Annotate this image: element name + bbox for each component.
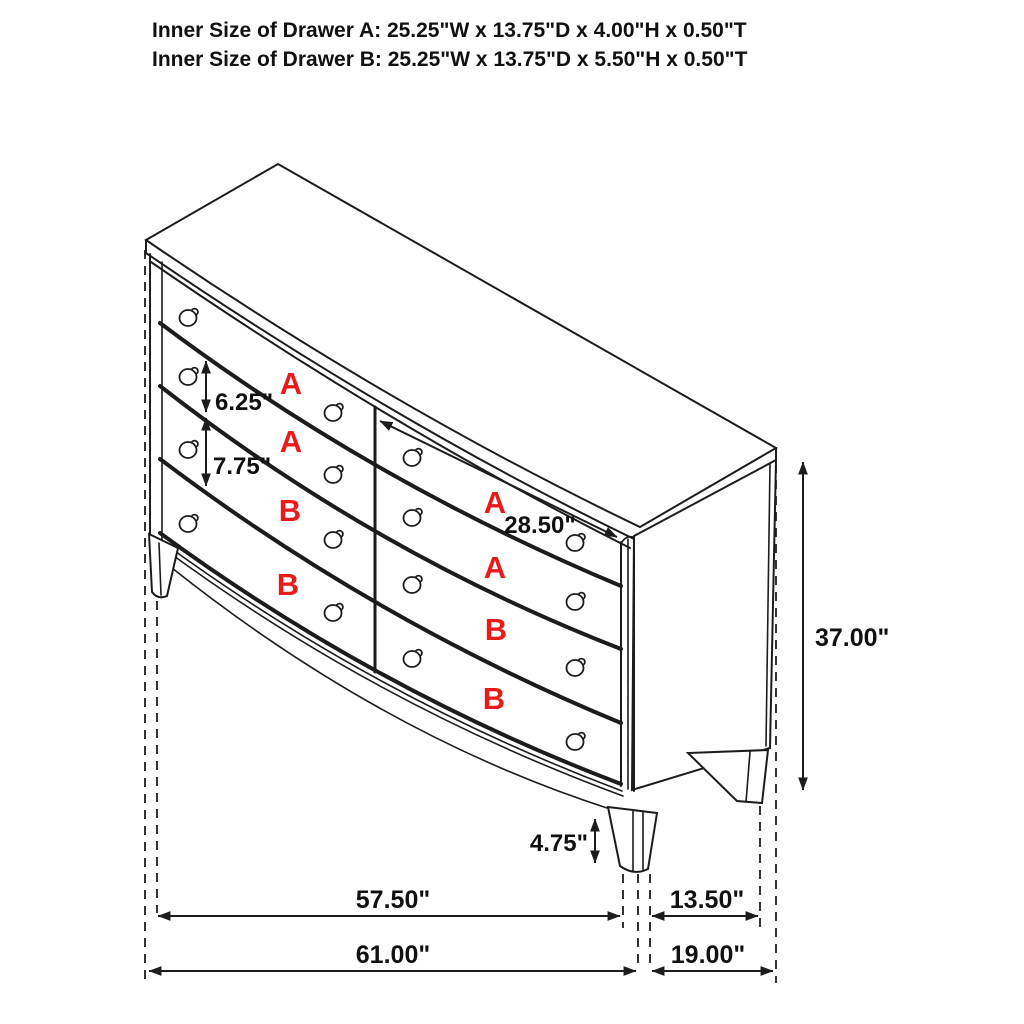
dim-label-4-75: 4.75"	[529, 830, 588, 857]
drawer-knob	[180, 309, 198, 326]
drawer-label-left-2: A	[279, 424, 303, 459]
drawer-knob	[180, 515, 198, 532]
top-surface	[146, 164, 776, 540]
drawer-boundary	[160, 533, 621, 784]
drawer-label-right-2: A	[483, 550, 507, 585]
drawer-knob	[567, 593, 585, 610]
drawer-label-left-3: B	[278, 493, 302, 528]
dim-label-13-50: 13.50"	[669, 886, 745, 914]
drawer-label-left-4: B	[276, 567, 300, 602]
dim-label-28-50: 28.50"	[504, 512, 576, 539]
inner-size-drawer-b: Inner Size of Drawer B: 25.25"W x 13.75"D x 5.50"H x 0.50"T	[152, 48, 748, 71]
drawer-knob	[180, 368, 198, 385]
dim-label-57-50: 57.50"	[355, 886, 431, 914]
drawer-label-right-4: B	[482, 681, 506, 716]
drawer-knob	[180, 441, 198, 458]
drawer-knob	[567, 733, 585, 750]
drawer-label-right-3: B	[484, 612, 508, 647]
drawer-knob	[325, 466, 343, 483]
drawer-knob	[325, 604, 343, 621]
dim-label-37-00: 37.00"	[815, 624, 890, 652]
drawer-knob	[404, 650, 422, 667]
dim-label-61-00: 61.00"	[355, 941, 431, 969]
drawer-knob	[325, 531, 343, 548]
dim-label-6-25: 6.25"	[215, 389, 274, 416]
drawer-knob	[404, 449, 422, 466]
drawer-knob	[567, 659, 585, 676]
dim-label-19-00: 19.00"	[670, 941, 746, 969]
drawer-knob	[404, 509, 422, 526]
dim-label-7-75: 7.75"	[213, 453, 272, 480]
leg-back-right	[688, 750, 768, 803]
drawer-label-right-1: A	[483, 485, 507, 520]
drawer-knob	[404, 576, 422, 593]
drawer-label-left-1: A	[279, 366, 303, 401]
inner-size-drawer-a: Inner Size of Drawer A: 25.25"W x 13.75"D x 4.00"H x 0.50"T	[152, 19, 747, 42]
drawer-knob	[325, 404, 343, 421]
